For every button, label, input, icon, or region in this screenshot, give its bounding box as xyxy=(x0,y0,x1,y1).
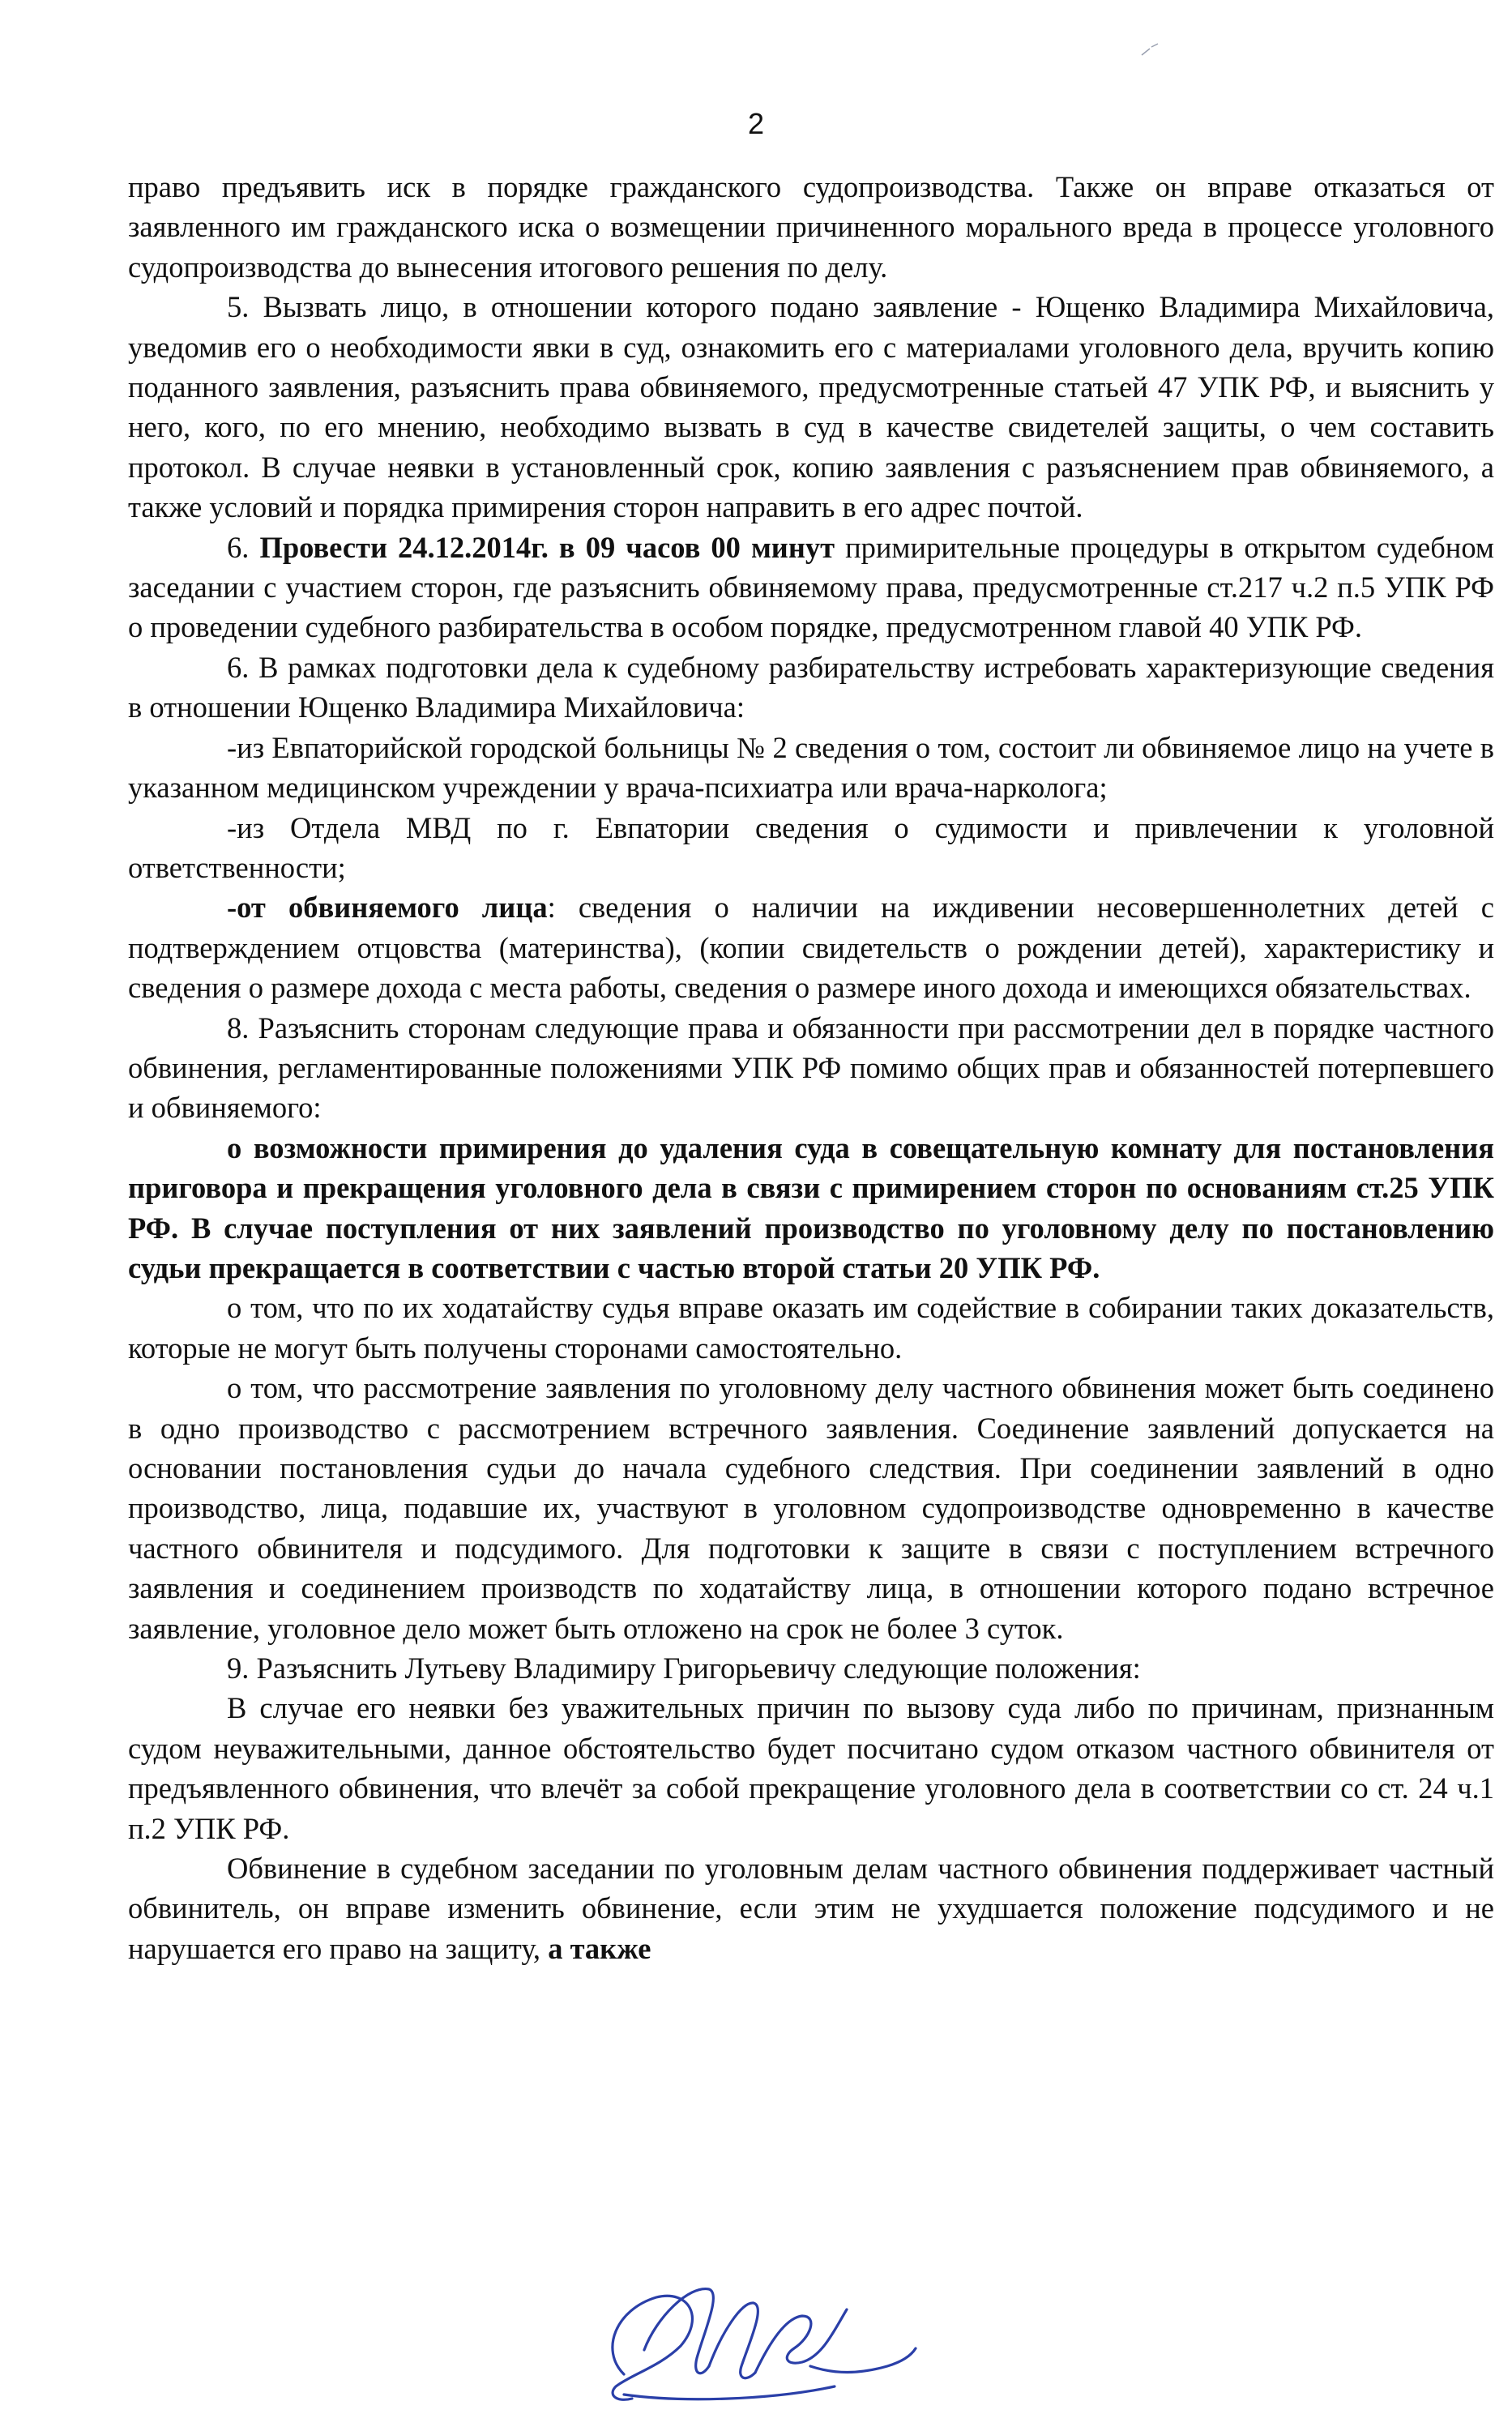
document-body xyxy=(128,167,1494,1968)
reconciliation-clause: о возможности примирения до удаления суда в совещательную комнату для постановления приговора и прекращения уголовного дела в связи с примирением сторон по основаниям ст.25 УПК РФ. В случае поступления от них заявлений производство по уголовному делу по постановлению судьи прекращается в соответствии с частью второй статьи 20 УПК РФ. xyxy=(128,1130,1494,1284)
paragraph-item-5: 5. Вызвать лицо, в отношении которого подано заявление - Ющенко Владимира Михайловича, уведомив его о необходимости явки в суд, ознакомить его с материалами уголовного дела, вручить копию поданного заявления, разъяснить права обвиняемого, предусмотренные статьей 47 УПК РФ, и выяснить у него, кого, по его мнению, необходимо вызвать в суд в качестве свидетелей защиты, о чем составить протокол. В случае неявки в установленный срок, копию заявления с разъяснением прав обвиняемого, а также условий и порядка примирения сторон направить в его адрес почтой. xyxy=(128,290,1494,524)
accused-label: -от обвиняемого лица xyxy=(227,891,548,925)
request-accused xyxy=(128,887,1494,1007)
page-number: 2 xyxy=(747,107,765,140)
prosecution-also: а также xyxy=(548,1931,651,1965)
paragraph-1: право предъявить иск в порядке гражданского судопроизводства. Также он вправе отказаться от заявленного им гражданского иска о возмещении причиненного морального вреда в процессе уголовного судопроизводства до вынесения итогового решения по делу. xyxy=(128,170,1494,284)
prosecution-clause xyxy=(128,1848,1494,1968)
accused-text: : сведения о наличии на иждивении несовершеннолетних детей с подтверждением отцовства (материнства), (копии свидетельств о рождении детей), характеристику и сведения о размере дохода с места работы, сведения о размере иного дохода и имеющихся обязательствах. xyxy=(128,891,1494,1005)
counterclaim-clause: о том, что рассмотрение заявления по уголовному делу частного обвинения может быть соединено в одно производство с рассмотрением встречного заявления. Соединение заявлений допускается на основании постановления судьи до начала судебного следствия. При соединении заявлений в одно производство, лица, подавшие их, участвуют в уголовном судопроизводстве одновременно в качестве частного обвинителя и подсудимого. Для подготовки к защите в связи с поступлением встречного заявления и соединением производств по ходатайству лица, в отношении которого подано встречное заявление, уголовное дело может быть отложено на срок не более 3 суток. xyxy=(128,1371,1494,1645)
request-police: -из Отдела МВД по г. Евпатории сведения о судимости и привлечении к уголовной ответственности; xyxy=(128,810,1494,884)
paragraph-item-6-requests: 6. В рамках подготовки дела к судебному разбирательству истребовать характеризующие сведения в отношении Ющенко Владимира Михайловича: xyxy=(128,650,1494,724)
scan-corner-mark xyxy=(1138,42,1163,58)
prosecution-text: Обвинение в судебном заседании по уголовным делам частного обвинения поддерживает частный обвинитель, он вправе изменить обвинение, если этим не ухудшается положение подсудимого и не нарушается его право на защиту, xyxy=(128,1852,1494,1965)
paragraph-item-9: 9. Разъяснить Лутьеву Владимиру Григорьевичу следующие положения: xyxy=(227,1651,1141,1685)
non-appearance-clause: В случае его неявки без уважительных причин по вызову суда либо по причинам, признанным судом неуважительными, данное обстоятельство будет посчитано судом отказом частного обвинителя от предъявленного обвинения, что влечёт за собой прекращение уголовного дела в соответствии со ст. 24 ч.1 п.2 УПК РФ. xyxy=(128,1691,1494,1845)
item-6-text: примирительные процедуры в открытом судебном заседании с участием сторон, где разъяснить обвиняемому права, предусмотренные ст.217 ч.2 п.5 УПК РФ о проведении судебного разбирательства в особом порядке, предусмотренном главой 40 УПК РФ. xyxy=(128,530,1494,644)
request-hospital: -из Евпаторийской городской больницы № 2 сведения о том, состоит ли обвиняемое лицо на учете в указанном медицинском учреждении у врача-психиатра или врача-нарколога; xyxy=(128,730,1494,805)
paragraph-item-6-hearing xyxy=(128,528,1494,647)
paragraph-item-8: 8. Разъяснить сторонам следующие права и обязанности при рассмотрении дел в порядке частного обвинения, регламентированные положениями УПК РФ помимо общих прав и обязанностей потерпевшего и обвиняемого: xyxy=(128,1010,1494,1125)
handwritten-signature-icon xyxy=(567,2253,940,2415)
evidence-clause: о том, что по их ходатайству судья вправе оказать им содействие в собирании таких доказательств, которые не могут быть получены сторонами самостоятельно. xyxy=(128,1291,1494,1365)
hearing-date-time: Провести 24.12.2014г. в 09 часов 00 минут xyxy=(259,530,835,564)
item-6-number: 6. xyxy=(227,530,260,564)
